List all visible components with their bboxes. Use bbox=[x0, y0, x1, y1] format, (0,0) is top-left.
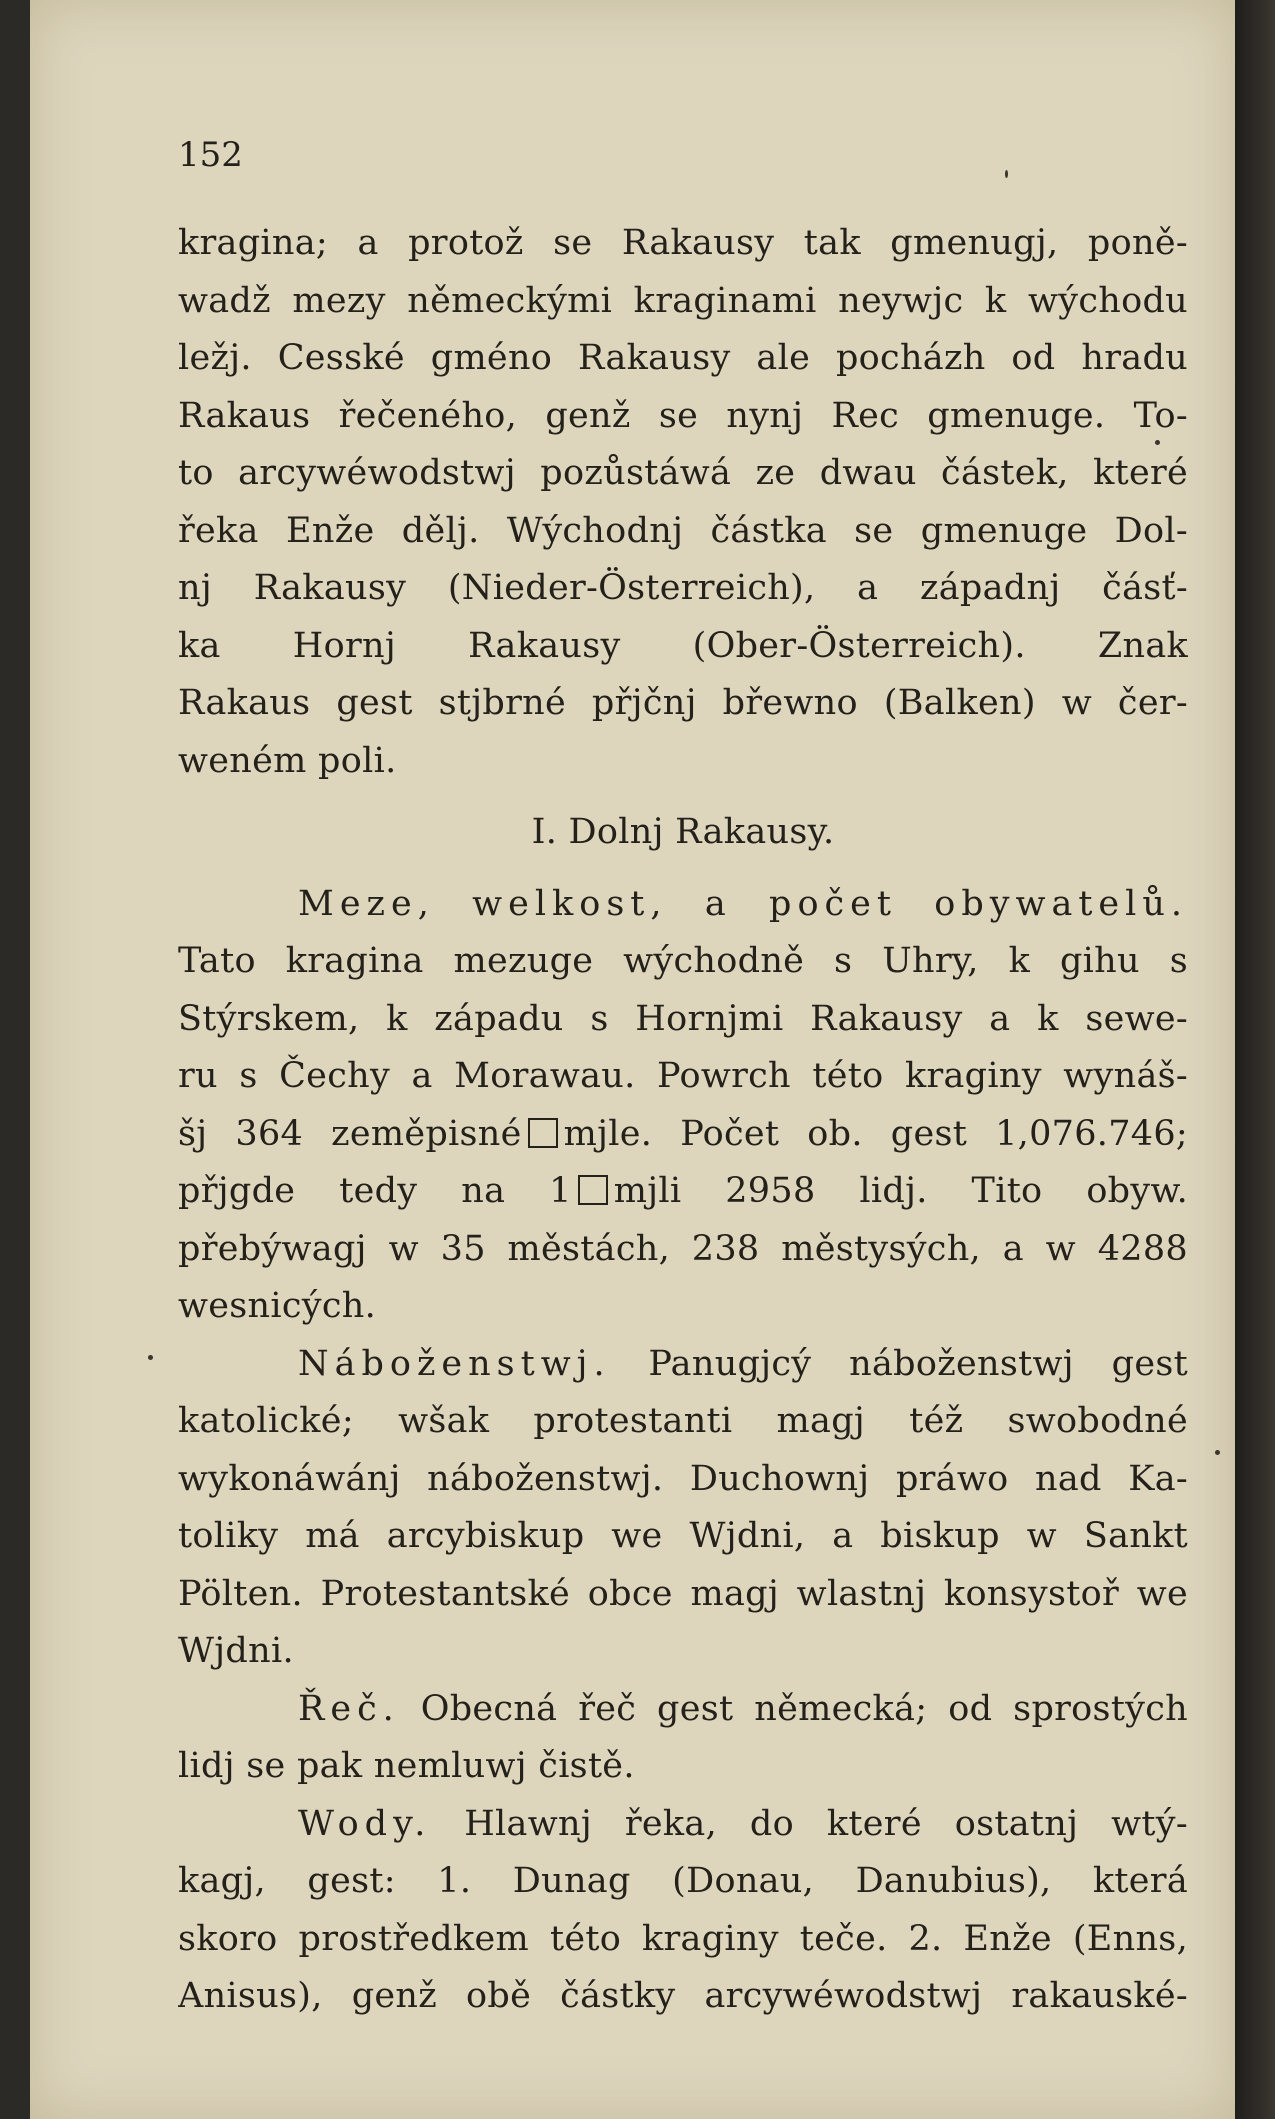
text-line: wykonáwánj náboženstwj. Duchownj práwo nad Ka- bbox=[178, 1458, 1188, 1499]
paragraph-lead bbox=[178, 876, 1188, 934]
text-fragment: přjgde tedy na 1 bbox=[178, 1171, 572, 1211]
para-lead-text: Náboženstwj. bbox=[298, 1343, 611, 1384]
page-edge-shadow bbox=[1235, 0, 1275, 2119]
text-line: toliky má arcybiskup we Wjdni, a biskup w Sankt bbox=[178, 1516, 1188, 1556]
paragraph-lead bbox=[178, 1681, 1188, 1739]
text-line: to arcywéwodstwj pozůstáwá ze dwau částek, které bbox=[178, 453, 1188, 493]
square-symbol bbox=[578, 1175, 608, 1205]
square-symbol bbox=[528, 1118, 558, 1148]
text-line: wadž mezy německými kraginami neywjc k wýchodu bbox=[178, 280, 1188, 321]
text-line: wesnicých. bbox=[178, 1286, 377, 1326]
text-fragment: Obecná řeč gest německá; od sprostých bbox=[420, 1688, 1188, 1729]
paragraph-lead bbox=[178, 1796, 1188, 1854]
text-line: ka Hornj Rakausy (Ober-Österreich). Znak bbox=[178, 625, 1188, 666]
text-line-density bbox=[178, 1163, 1188, 1221]
page-number: 152 bbox=[178, 135, 243, 175]
text-line: weném poli. bbox=[178, 740, 397, 781]
text-line: ru s Čechy a Morawau. Powrch této kraginy wynáš- bbox=[178, 1056, 1188, 1096]
text-line: Anisus), genž obě částky arcywéwodstwj rakauské- bbox=[178, 1976, 1188, 2016]
para-lead-text: Meze, welkost, a počet obywatelů. bbox=[298, 883, 1188, 924]
body-text bbox=[178, 215, 1188, 2026]
paper-speck bbox=[148, 1355, 153, 1360]
text-line: Pölten. Protestantské obce magj wlastnj konsystoř we bbox=[178, 1573, 1188, 1614]
text-line: Rakaus řečeného, genž se nynj Rec gmenuge. To- bbox=[178, 395, 1188, 436]
section-heading: I. Dolnj Rakausy. bbox=[531, 812, 835, 852]
text-line: ležj. Cesské gméno Rakausy ale pocházh od hradu bbox=[178, 338, 1188, 378]
text-line: řeka Enže dělj. Wýchodnj částka se gmenuge Dol- bbox=[178, 510, 1188, 551]
text-line-area bbox=[178, 1106, 1188, 1164]
text-line: kagj, gest: 1. Dunag (Donau, Danubius), která bbox=[178, 1861, 1188, 1901]
text-line: Stýrskem, k západu s Hornjmi Rakausy a k sewe- bbox=[178, 998, 1188, 1039]
text-fragment: Hlawnj řeka, do které ostatnj wtý- bbox=[464, 1803, 1188, 1844]
paragraph-lead bbox=[178, 1336, 1188, 1394]
paper-speck bbox=[1215, 1450, 1220, 1455]
text-line: nj Rakausy (Nieder-Österreich), a západnj čásť- bbox=[178, 568, 1188, 608]
text-line: Tato kragina mezuge wýchodně s Uhry, k gihu s bbox=[178, 941, 1188, 981]
paper-speck bbox=[1005, 170, 1008, 178]
text-line: skoro prostředkem této kraginy teče. 2. Enže (Enns, bbox=[178, 1918, 1188, 1959]
text-fragment: mjli 2958 lidj. Tito obyw. bbox=[613, 1171, 1188, 1211]
text-line: přebýwagj w 35 městách, 238 městysých, a w 4288 bbox=[178, 1228, 1188, 1269]
text-line: Rakaus gest stjbrné přjčnj břewno (Balken) w čer- bbox=[178, 683, 1188, 723]
text-fragment: šj 364 zeměpisné bbox=[178, 1113, 522, 1154]
text-fragment: Panugjcý náboženstwj gest bbox=[648, 1343, 1188, 1384]
text-line: lidj se pak nemluwj čistě. bbox=[178, 1746, 635, 1786]
paper-speck bbox=[1155, 440, 1160, 445]
text-line: katolické; wšak protestanti magj též swobodné bbox=[178, 1401, 1188, 1441]
text-line: kragina; a protož se Rakausy tak gmenugj, poně- bbox=[178, 223, 1188, 263]
para-lead-text: Řeč. bbox=[298, 1688, 400, 1729]
para-lead-text: Wody. bbox=[298, 1803, 432, 1844]
text-line: Wjdni. bbox=[178, 1631, 294, 1671]
text-fragment: mjle. Počet ob. gest 1,076.746; bbox=[563, 1113, 1188, 1154]
